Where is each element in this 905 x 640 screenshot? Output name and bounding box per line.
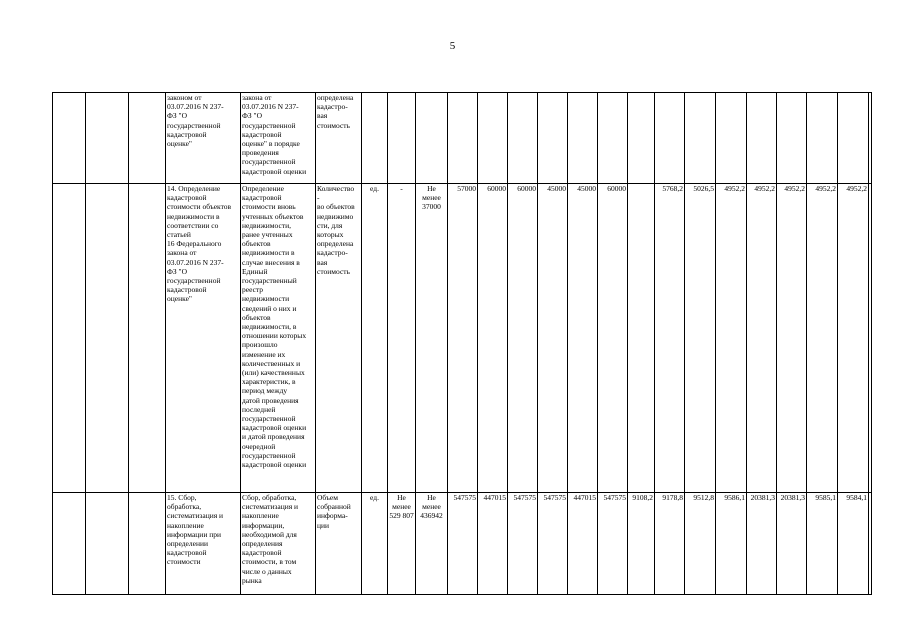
value-cell: 9585,1 — [807, 493, 838, 595]
value-cell — [777, 93, 807, 184]
empty-cell — [86, 93, 129, 184]
item-content-cell: Определение кадастровой стоимости вновь учтенных объектов недвижимости, ранее учтенных объектов недвижимости в случае внесения в Единый государственный реестр недвижимости сведений о них и объектов недвижимости, в отношении которых произошло изменение их количественных и (или) качественных характеристик, в период между датой проведения последней государственной кадастровой оценки и датой проведения очередной государственной кадастровой оценки — [241, 184, 316, 493]
norm-value-cell: Не менее 436942 — [416, 493, 448, 595]
value-cell — [807, 93, 838, 184]
item-content-cell: Сбор, обработка, систематизация и накопление информации, необходимой для определения кадастровой стоимости, в том числе о данных рынка — [241, 493, 316, 595]
item-content-cell: закона от 03.07.2016 N 237- ФЗ "О государственной кадастровой оценке" в порядке проведения государственной кадастровой оценки — [241, 93, 316, 184]
empty-cell — [53, 184, 86, 493]
value-cell: 547575 — [508, 493, 538, 595]
value-cell — [685, 93, 716, 184]
value-cell — [628, 93, 655, 184]
value-cell: 9178,8 — [655, 493, 685, 595]
table-row — [53, 184, 872, 493]
value-cell — [478, 93, 508, 184]
value-cell: 57000 — [448, 184, 478, 493]
value-cell — [869, 184, 872, 493]
empty-cell — [129, 93, 166, 184]
value-cell: 9586,1 — [716, 493, 747, 595]
norm-value-cell: Не менее 37000 — [416, 184, 448, 493]
value-cell: 4952,2 — [716, 184, 747, 493]
empty-cell — [129, 184, 166, 493]
value-cell — [869, 493, 872, 595]
value-cell: 45000 — [568, 184, 598, 493]
value-cell: 60000 — [598, 184, 628, 493]
value-cell: 20381,3 — [747, 493, 777, 595]
value-cell: 9108,2 — [628, 493, 655, 595]
value-cell — [716, 93, 747, 184]
indicator-cell: определена кадастро- вая стоимость — [316, 93, 362, 184]
value-cell: 4952,2 — [838, 184, 869, 493]
empty-cell — [129, 493, 166, 595]
budget-table — [52, 92, 872, 595]
value-cell: 60000 — [508, 184, 538, 493]
value-cell — [869, 93, 872, 184]
value-cell: 60000 — [478, 184, 508, 493]
item-name-cell: 15. Сбор, обработка, систематизация и накопление информации при определении кадастровой стоимости — [166, 493, 241, 595]
value-cell: 4952,2 — [747, 184, 777, 493]
value-cell — [838, 93, 869, 184]
value-cell: 5768,2 — [655, 184, 685, 493]
value-cell: 447015 — [478, 493, 508, 595]
value-cell — [568, 93, 598, 184]
value-cell — [448, 93, 478, 184]
value-cell: 4952,2 — [807, 184, 838, 493]
empty-cell — [53, 493, 86, 595]
value-cell: 547575 — [538, 493, 568, 595]
base-value-cell: Не менее 529 807 — [388, 493, 416, 595]
empty-cell — [53, 93, 86, 184]
unit-cell: ед. — [362, 184, 388, 493]
base-value-cell: - — [388, 184, 416, 493]
item-name-cell: 14. Определение кадастровой стоимости объектов недвижимости в соответствии со статьей 16 Федерального закона от 03.07.2016 N 237- ФЗ "О государственной кадастровой оценке" — [166, 184, 241, 493]
value-cell: 9584,1 — [838, 493, 869, 595]
table-row — [53, 493, 872, 595]
value-cell: 4952,2 — [777, 184, 807, 493]
value-cell — [538, 93, 568, 184]
value-cell: 45000 — [538, 184, 568, 493]
norm-value-cell — [416, 93, 448, 184]
page-number: 5 — [449, 40, 456, 52]
value-cell — [598, 93, 628, 184]
value-cell — [508, 93, 538, 184]
value-cell: 547575 — [598, 493, 628, 595]
empty-cell — [86, 184, 129, 493]
indicator-cell: Количество - во объектов недвижимо сти, для которых определена кадастро- вая стоимость — [316, 184, 362, 493]
table-row — [53, 93, 872, 184]
unit-cell — [362, 93, 388, 184]
indicator-cell: Объем собранной информа- ции — [316, 493, 362, 595]
value-cell: 9512,8 — [685, 493, 716, 595]
value-cell — [747, 93, 777, 184]
base-value-cell — [388, 93, 416, 184]
item-name-cell: законом от 03.07.2016 N 237- ФЗ "О государственной кадастровой оценке" — [166, 93, 241, 184]
empty-cell — [86, 493, 129, 595]
unit-cell: ед. — [362, 493, 388, 595]
value-cell — [628, 184, 655, 493]
value-cell: 547575 — [448, 493, 478, 595]
value-cell: 447015 — [568, 493, 598, 595]
value-cell — [655, 93, 685, 184]
value-cell: 5026,5 — [685, 184, 716, 493]
value-cell: 20381,3 — [777, 493, 807, 595]
